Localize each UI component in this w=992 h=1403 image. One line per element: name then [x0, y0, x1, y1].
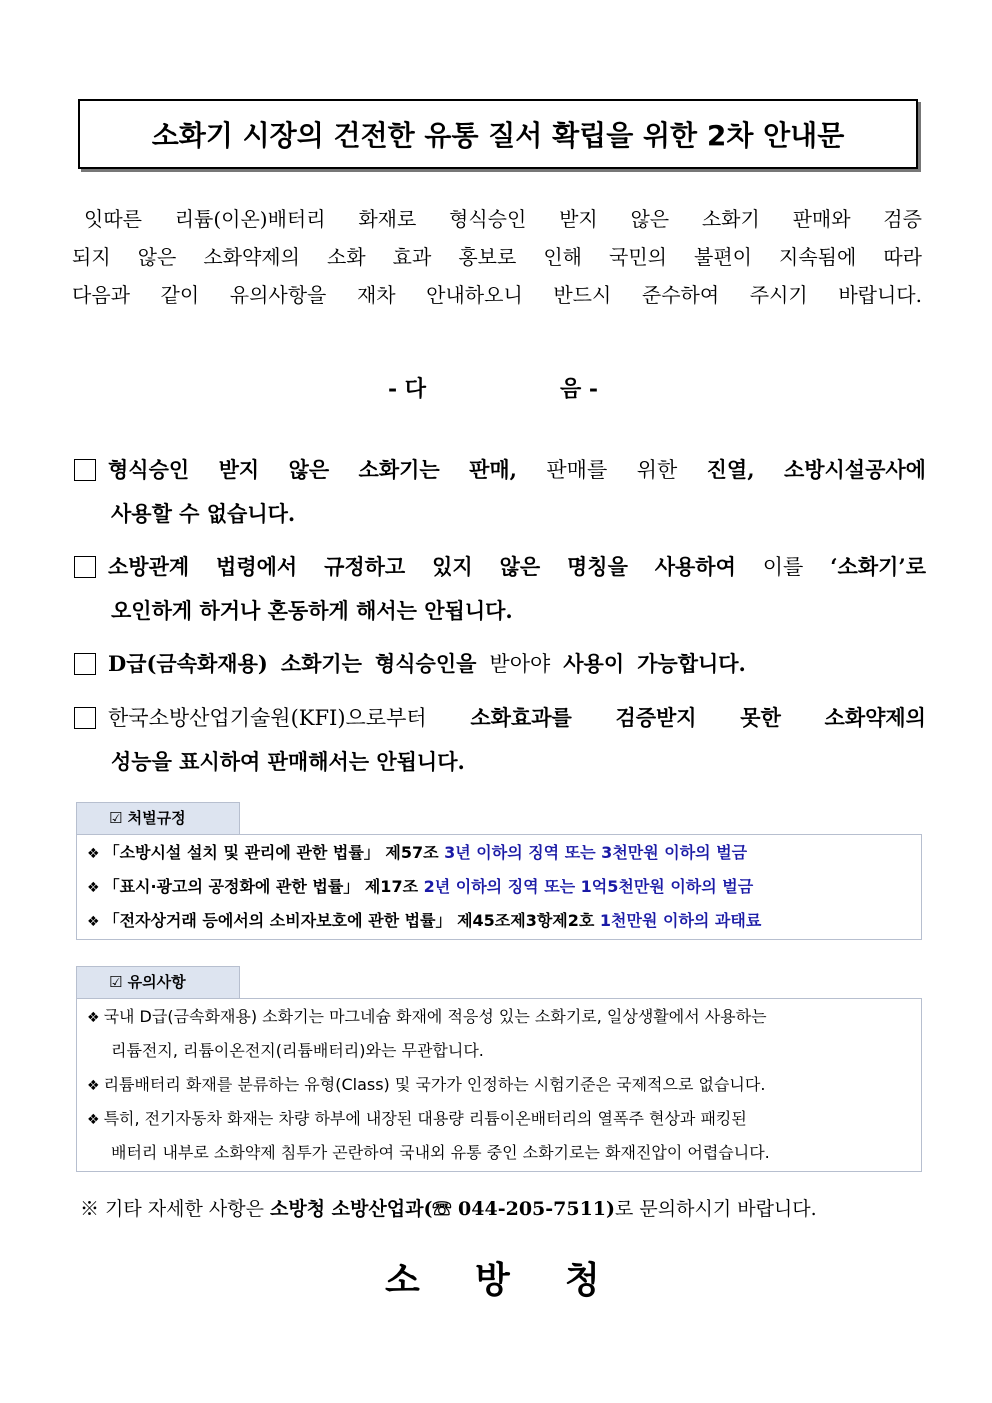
word: 형식승인	[108, 457, 190, 482]
word: 않은	[137, 245, 177, 269]
title-box	[78, 99, 918, 169]
word: 법령에서	[216, 554, 298, 579]
word: 소화약제의	[203, 245, 300, 269]
notes-box	[76, 998, 922, 1172]
word: 다음과	[72, 283, 130, 307]
word: 바랍니다.	[838, 283, 922, 307]
notes-line: ❖ 국내 D급(금속화재용) 소화기는 마그네슘 화재에 적응성 있는 소화기로, 일상생활에서 사용하는	[87, 1007, 767, 1026]
notice-item-line2: 오인하게 하거나 혼동하게 해서는 안됩니다.	[111, 598, 513, 623]
word: 검증받지	[615, 705, 697, 730]
checkbox-icon	[74, 556, 96, 578]
word: 판매,	[469, 457, 517, 482]
da-left: - 다	[388, 376, 427, 402]
notice-item-1	[74, 448, 926, 536]
checkbox-icon	[74, 653, 96, 675]
word: 소화약제의	[824, 705, 926, 730]
word: 화재로	[358, 207, 417, 231]
bullet-icon: ❖	[87, 880, 100, 896]
penalty-tag: ☑ 처벌규정	[76, 802, 240, 834]
word: 형식승인을	[374, 651, 477, 676]
word: 않은	[499, 554, 541, 579]
page-title: 소화기 시장의 건전한 유통 질서 확립을 위한 2차 안내문	[151, 119, 845, 152]
word: 불편이	[694, 245, 752, 269]
word: 진열,	[706, 457, 755, 482]
intro-line	[72, 238, 922, 276]
word: ‘소화기’로	[830, 554, 926, 579]
word: 준수하여	[641, 283, 720, 307]
da-right: 음 -	[560, 376, 599, 402]
word: 같이	[160, 283, 200, 307]
notice-item-4	[74, 696, 926, 784]
word: 판매와	[792, 207, 851, 231]
word: 소화기	[701, 207, 760, 231]
signature-char: 소	[385, 1259, 420, 1301]
word: 가능합니다.	[637, 651, 746, 676]
word: 리튬(이온)배터리	[174, 207, 326, 231]
word: 못한	[740, 705, 781, 730]
penalty-row: ❖ 「소방시설 설치 및 관리에 관한 법률」 제57조 3년 이하의 징역 또는 3천만원 이하의 벌금	[87, 843, 748, 862]
bullet-icon: ❖	[87, 1010, 100, 1026]
word: 형식승인	[449, 207, 527, 231]
word: 소화	[326, 245, 366, 269]
checkbox-icon	[74, 459, 96, 481]
word: 받지	[218, 457, 260, 482]
word: 유의사항을	[229, 283, 327, 307]
word: 홍보로	[458, 245, 517, 269]
word: 한국소방산업기술원(KFI)으로부터	[108, 706, 427, 730]
notice-item-line2: 성능을 표시하여 판매해서는 안됩니다.	[111, 749, 465, 774]
word: 소화기는	[358, 457, 440, 482]
notice-item-line2: 사용할 수 없습니다.	[111, 501, 296, 526]
word: 지속됨에	[779, 245, 857, 269]
intro-paragraph	[72, 200, 922, 314]
word: 사용이	[563, 651, 625, 676]
word: 않은	[288, 457, 330, 482]
word: 되지	[72, 245, 111, 269]
penalty-box	[76, 834, 922, 940]
word: 재차	[356, 283, 396, 307]
word: 않은	[630, 207, 670, 231]
word: 소방관계	[108, 554, 190, 579]
word: 판매를	[546, 458, 608, 482]
notice-item-3	[74, 642, 926, 686]
bullet-icon: ❖	[87, 846, 100, 862]
penalty-row: ❖ 「표시·광고의 공정화에 관한 법률」 제17조 2년 이하의 징역 또는 1억5천만원 이하의 벌금	[87, 877, 754, 896]
word: 소방시설공사에	[783, 457, 926, 482]
word: 소화효과를	[470, 705, 572, 730]
word: 국민의	[609, 245, 667, 269]
word: 검증	[883, 207, 922, 231]
bullet-icon: ❖	[87, 1112, 100, 1128]
word: 따라	[883, 245, 922, 269]
signature-char: 방	[475, 1259, 510, 1301]
word: D급(금속화재용)	[108, 651, 268, 676]
word: 있지	[432, 554, 473, 579]
bullet-icon: ❖	[87, 1078, 100, 1094]
bullet-icon: ❖	[87, 914, 100, 930]
notes-tag: ☑ 유의사항	[76, 966, 240, 998]
word: 반드시	[553, 283, 612, 307]
intro-line	[72, 200, 922, 238]
intro-line	[72, 276, 922, 314]
notice-item-2	[74, 545, 926, 633]
word: 효과	[392, 245, 432, 269]
word: 규정하고	[324, 554, 406, 579]
word: 위한	[636, 458, 678, 482]
word: 받지	[559, 207, 598, 231]
word: 이를	[762, 555, 804, 579]
notes-line: 배터리 내부로 소화약제 침투가 곤란하여 국내외 유통 중인 소화기로는 화재진압이 어렵습니다.	[111, 1143, 770, 1162]
word: 주시기	[749, 283, 808, 307]
word: 안내하오니	[426, 283, 523, 307]
word: 사용하여	[654, 554, 736, 579]
notes-line: ❖ 리튬배터리 화재를 분류하는 유형(Class) 및 국가가 인정하는 시험기준은 국제적으로 없습니다.	[87, 1075, 766, 1094]
signature-char: 청	[565, 1259, 600, 1301]
checkbox-icon	[74, 707, 96, 729]
word: 받아야	[489, 652, 551, 676]
word: 명칭을	[567, 554, 628, 579]
word: 인해	[543, 245, 582, 269]
notes-line: 리튬전지, 리튬이온전지(리튬배터리)와는 무관합니다.	[111, 1041, 484, 1060]
word: 소화기는	[280, 651, 362, 676]
notes-line: ❖ 특히, 전기자동차 화재는 차량 하부에 내장된 대용량 리튬이온배터리의 열폭주 현상과 패킹된	[87, 1109, 747, 1128]
word: 잇따른	[84, 207, 142, 231]
penalty-row: ❖ 「전자상거래 등에서의 소비자보호에 관한 법률」 제45조제3항제2호 1천만원 이하의 과태료	[87, 911, 762, 930]
footer-contact: ※ 기타 자세한 사항은 소방청 소방산업과(☏ 044-205-7511)로 문의하시기 바랍니다.	[80, 1198, 817, 1220]
